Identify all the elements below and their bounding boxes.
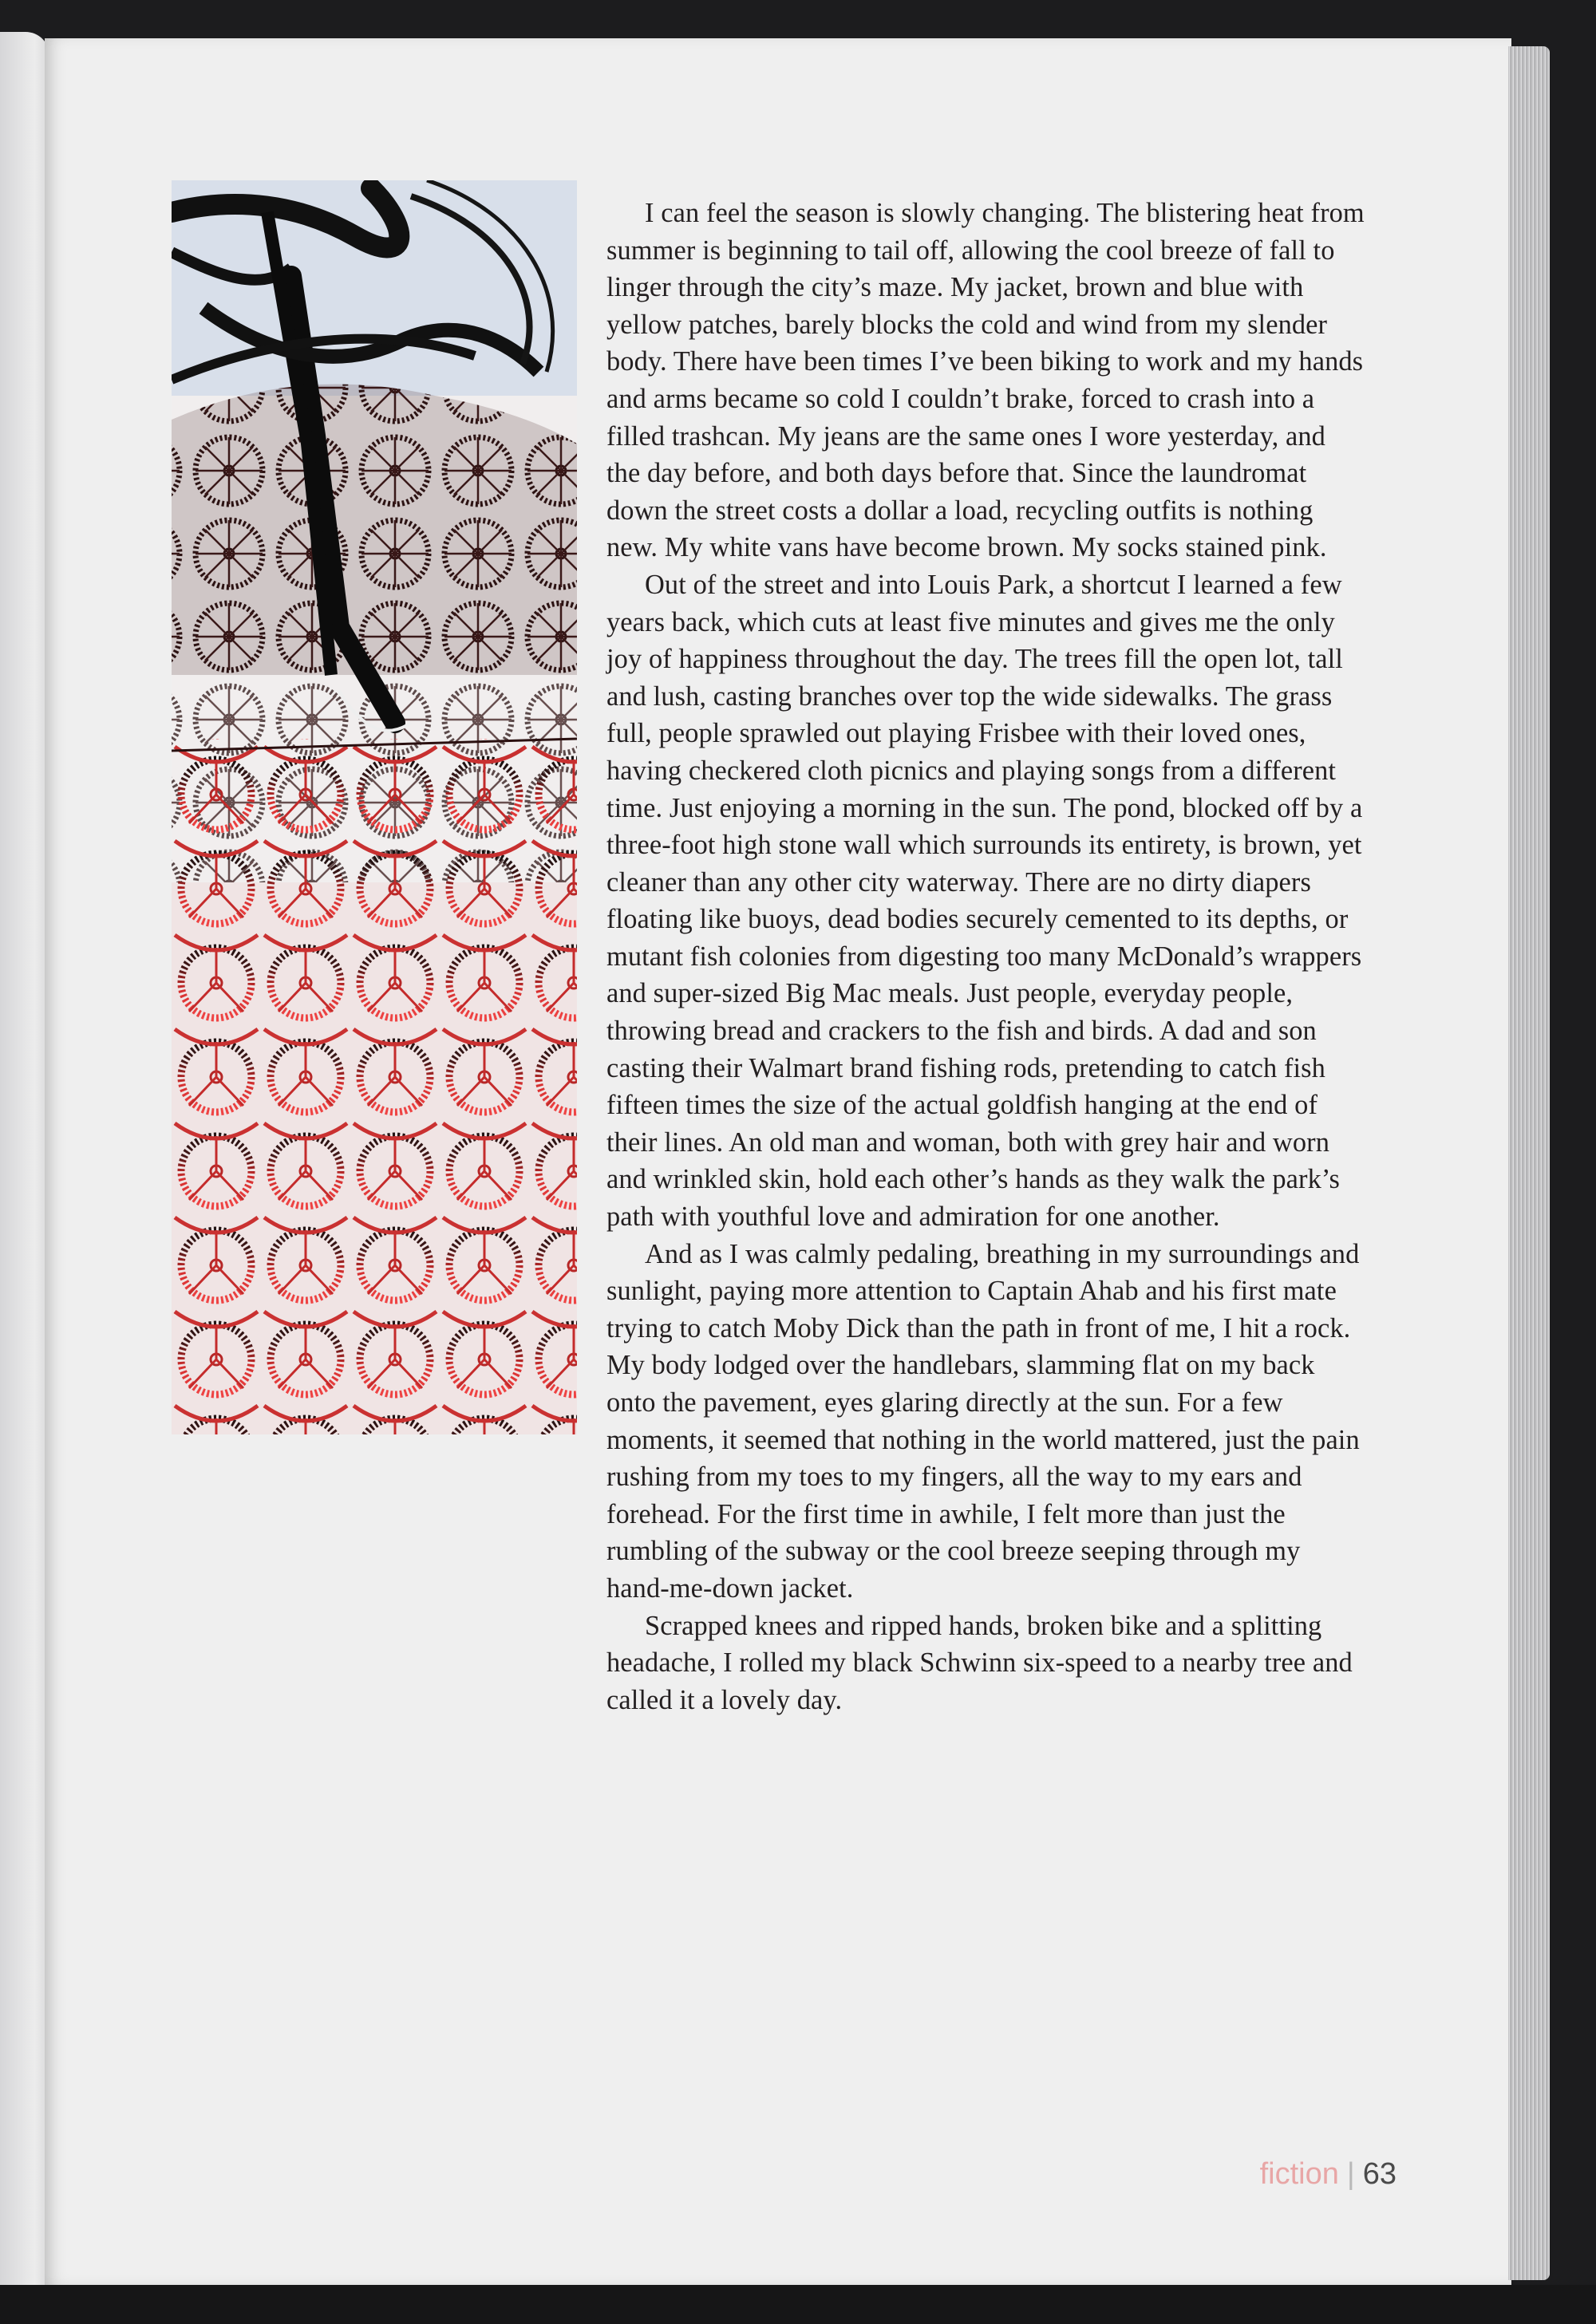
section-label: fiction xyxy=(1259,2157,1339,2191)
background-surface xyxy=(0,2285,1596,2324)
story-paragraph-2: Out of the street and into Louis Park, a shortcut I learned a few years back, which cuts at least five minutes and gives me the only joy of happiness throughout the day. The trees fill the open lot, tall and lush, casting branches over top the wide sidewalks. The grass full, people sprawled out playing Frisbee with their loved ones, having checkered cloth picnics and playing songs from a different time. Just enjoying a morning in the sun. The pond, blocked off by a three-foot high stone wall which surrounds its entirety, is brown, yet cleaner than any other city waterway. There are no dirty diapers floating like buoys, dead bodies securely cemented to its depths, or mutant fish colonies from digesting too many McDonald’s wrappers and super-sized Big Mac meals. Just people, everyday people, throwing bread and crackers to the fish and birds. A dad and son casting their Walmart brand fishing rods, pretending to catch fish fifteen times the size of the actual goldfish hanging at the end of their lines. An old man and woman, both with grey hair and worn and wrinkled skin, hold each other’s hands as they walk the park’s path with youthful love and admiration for one another. xyxy=(606,569,1363,1233)
page-number: 63 xyxy=(1362,2157,1396,2191)
footer-separator: | xyxy=(1346,2157,1355,2191)
left-page-edge xyxy=(0,32,49,2298)
story-paragraph-1: I can feel the season is slowly changing. The blistering heat from summer is beginning to tail off, allowing the cool breeze of fall to linger through the city’s maze. My jacket, brown and blue with yellow patches, barely blocks the cold and wind from my slender body. There have been times I’ve been biking to work and my hands and arms became so cold I couldn’t brake, forced to crash into a filled trashcan. My jeans are the same ones I wore yesterday, and the day before, and both days before that. Since the laundromat down the street costs a dollar a load, recycling outfits is nothing new. My white vans have become brown. My socks stained pink. xyxy=(606,198,1365,563)
story-paragraph-3: And as I was calmly pedaling, breathing in my surroundings and sunlight, paying more attention to Captain Ahab and his first mate trying to catch Moby Dick than the path in front of me, I hit a rock. My body lodged over the handlebars, slamming flat on my back onto the pavement, eyes glaring directly at the sun. For a few moments, it seemed that nothing in the world mattered, just the pain rushing from my toes to my fingers, all the way to my ears and forehead. For the first time in awhile, I felt more than just the rumbling of the subway or the cool breeze seeping through my hand-me-down jacket. xyxy=(606,1238,1360,1604)
story-text xyxy=(606,195,1365,1718)
page-footer xyxy=(1229,2154,1396,2194)
bicycle-wheel-illustration xyxy=(172,180,577,1434)
illustration-drawing xyxy=(172,180,577,1434)
story-paragraph-4: Scrapped knees and ripped hands, broken bike and a splitting headache, I rolled my black Schwinn six-speed to a nearby tree and called it a lovely day. xyxy=(606,1610,1353,1715)
stacked-page-edges xyxy=(1508,46,1550,2280)
